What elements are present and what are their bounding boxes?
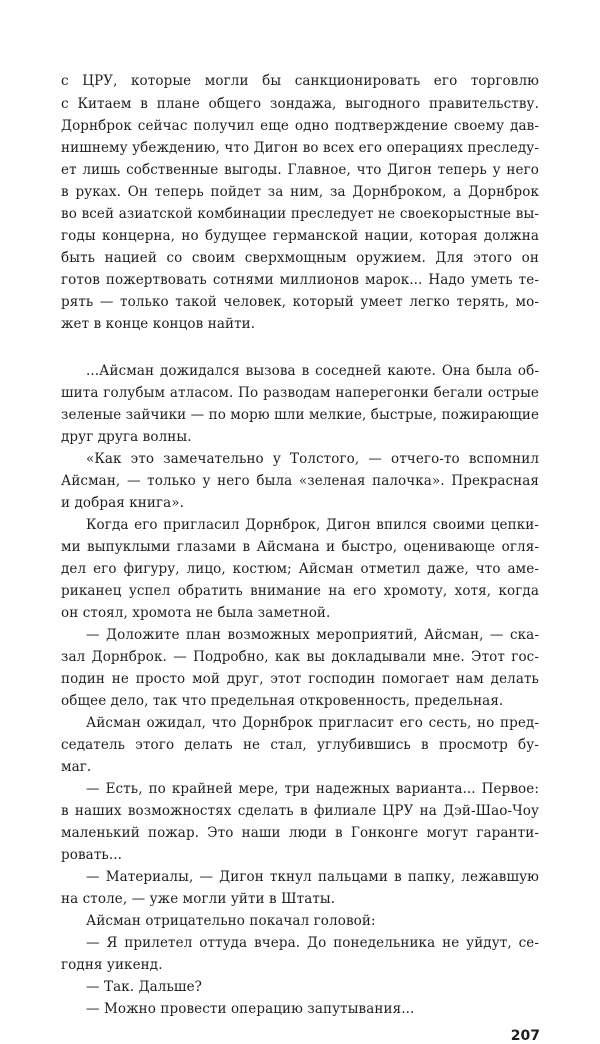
text-line: рять — только такой человек, который умеет легко терять, мо- xyxy=(61,294,539,310)
text-line: в наших возможностях сделать в филиале ЦРУ на Дэй-Шао-Чоу xyxy=(61,803,539,819)
text-line: зал Дорнброк. — Подробно, как вы докладывали мне. Этот гос- xyxy=(61,649,539,665)
text-line: жет в конце концов найти. xyxy=(61,316,256,332)
text-line: в руках. Он теперь пойдет за ним, за Дорнброком, а Дорнброк xyxy=(61,184,539,200)
text-line: готов пожертвовать сотнями миллионов марок... Надо уметь те- xyxy=(61,272,539,288)
text-line: ми выпуклыми глазами в Айсмана и быстро, оценивающе огля- xyxy=(61,539,539,555)
text-line: шита голубым атласом. По разводам наперегонки бегали острые xyxy=(61,385,539,401)
text-line: риканец успел обратить внимание на его хромоту, хотя, когда xyxy=(61,583,539,599)
text-line: ровать... xyxy=(61,847,123,863)
text-line: Дорнброк сейчас получил еще одно подтверждение своему дав- xyxy=(61,118,539,134)
text-line: — Так. Дальше? xyxy=(86,979,202,995)
text-line: — Доложите план возможных мероприятий, Айсман, — ска- xyxy=(86,627,539,643)
text-line: — Можно провести операцию запутывания... xyxy=(86,1001,415,1017)
text-line: седатель этого делать не стал, углубившись в просмотр бу- xyxy=(61,737,539,753)
text-line: годня уикенд. xyxy=(61,957,163,973)
text-line: Айсман отрицательно покачал головой: xyxy=(86,913,376,929)
text-line: на столе, — уже могли уйти в Штаты. xyxy=(61,891,336,907)
text-line: во всей азиатской комбинации преследует не своекорыстные вы- xyxy=(61,206,539,222)
text-line: Айсман ожидал, что Дорнброк пригласит его сесть, но пред- xyxy=(86,715,539,731)
text-line: Айсман, — только у него была «зеленая палочка». Прекрасная xyxy=(61,473,539,489)
text-line: ...Айсман дожидался вызова в соседней каюте. Она была об- xyxy=(86,363,539,379)
text-line: — Материалы, — Дигон ткнул пальцами в папку, лежавшую xyxy=(86,869,539,885)
text-line: — Я прилетел оттуда вчера. До понедельника не уйдут, се- xyxy=(86,935,539,951)
text-line: годы концерна, но будущее германской нации, которая должна xyxy=(61,228,539,244)
page-number: 207 xyxy=(510,1028,540,1044)
text-line: подин не просто мой друг, этот господин помогает нам делать xyxy=(61,671,539,687)
text-line: Когда его пригласил Дорнброк, Дигон впился своими цепки- xyxy=(86,517,539,533)
text-line: общее дело, так что предельная откровенность, предельная. xyxy=(61,693,504,709)
text-line: быть нацией со своим сверхмощным оружием. Для этого он xyxy=(61,250,539,266)
text-line: ет лишь собственные выгоды. Главное, что Дигон теперь у него xyxy=(61,162,539,178)
text-line: нишнему убеждению, что Дигон во всех его операциях преследу- xyxy=(61,140,539,156)
text-line: — Есть, по крайней мере, три надежных варианта... Первое: xyxy=(86,781,539,797)
text-line: он стоял, хромота не была заметной. xyxy=(61,605,331,621)
text-line: друг друга волны. xyxy=(61,429,192,445)
text-line: «Как это замечательно у Толстого, — отчего-то вспомнил xyxy=(86,451,539,467)
text-line: с Китаем в плане общего зондажа, выгодного правительству. xyxy=(61,96,539,112)
text-line: с ЦРУ, которые могли бы санкционировать его торговлю xyxy=(61,73,539,89)
text-line: дел его фигуру, лицо, костюм; Айсман отметил даже, что аме- xyxy=(61,561,539,577)
text-line: маленький пожар. Это наши люди в Гонконге могут гаранти- xyxy=(61,825,539,841)
text-line: и добрая книга». xyxy=(61,495,185,511)
text-line: маг. xyxy=(61,759,92,775)
text-line: зеленые зайчики — по морю шли мелкие, быстрые, пожирающие xyxy=(61,407,540,423)
